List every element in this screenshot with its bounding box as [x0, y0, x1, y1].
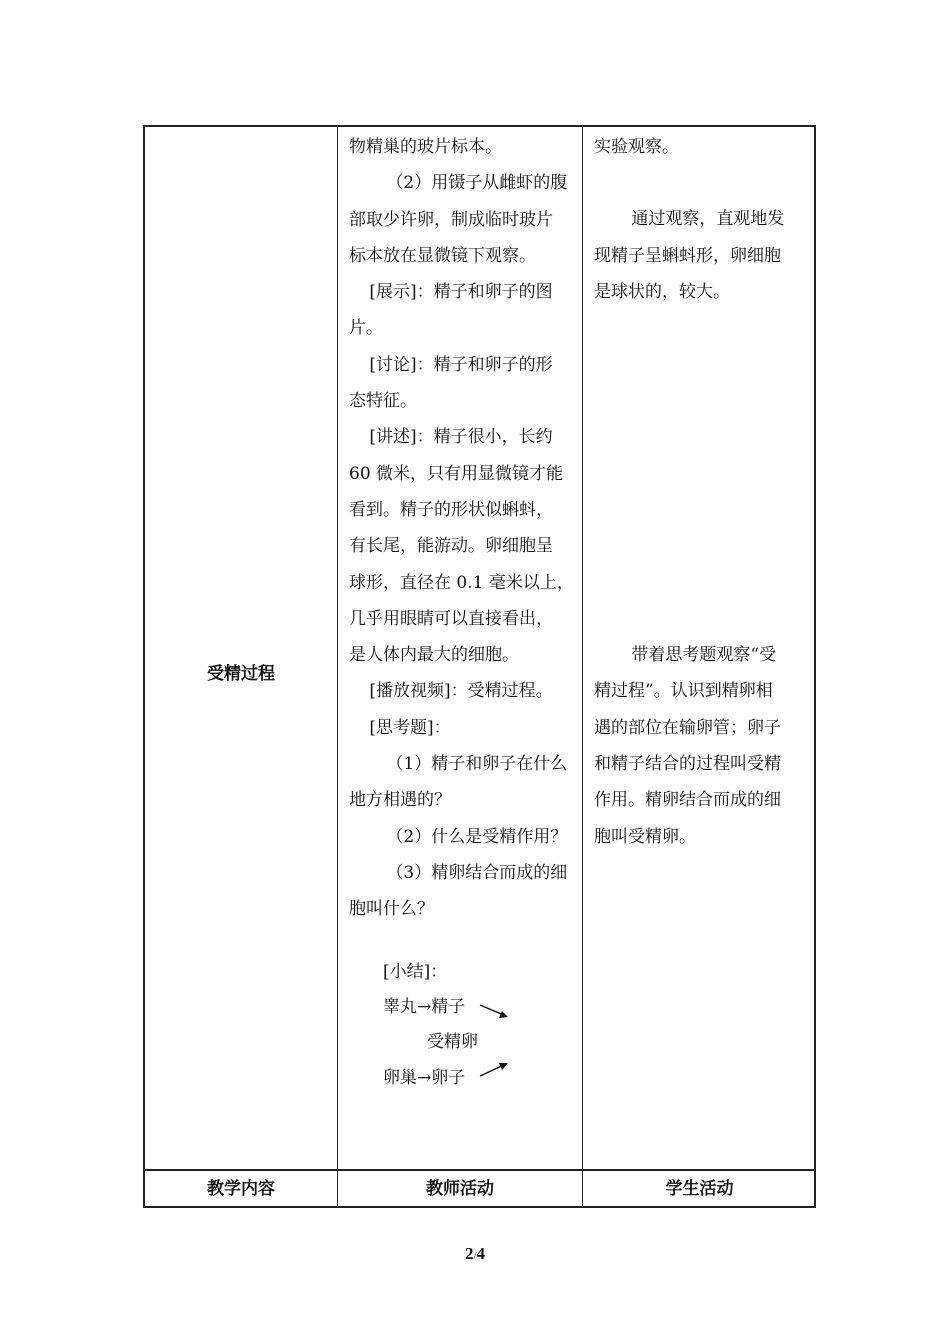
footer-col-teacher: 教师活动	[426, 1179, 494, 1199]
teacher-line: 球形，直径在 0.1 毫米以上，	[349, 572, 574, 593]
row-label: 受精过程	[207, 664, 275, 684]
summary-line-testis: 睾丸→精子	[383, 997, 466, 1017]
student-line: 和精子结合的过程叫受精	[594, 754, 781, 775]
teacher-line: 是人体内最大的细胞。	[349, 645, 519, 666]
student-line: 作用。精卵结合而成的细	[594, 790, 781, 811]
teacher-line: 部取少许卵，制成临时玻片	[349, 209, 553, 230]
summary-arrows	[478, 1000, 518, 1090]
teacher-line: [讨论]：精子和卵子的形	[369, 354, 553, 375]
teacher-line: [思考题]：	[369, 717, 451, 738]
summary-label: [小结]：	[383, 962, 448, 982]
teacher-line: [展示]：精子和卵子的图	[369, 282, 553, 303]
teacher-line: 几乎用眼睛可以直接看出，	[349, 608, 553, 629]
teacher-line: 看到。精子的形状似蝌蚪，	[349, 499, 553, 520]
teacher-activity-cell	[349, 129, 577, 928]
summary-zygote: 受精卵	[427, 1032, 478, 1052]
student-line: 胞叫受精卵。	[594, 826, 696, 847]
footer-col-student: 学生活动	[665, 1179, 734, 1199]
teacher-line: [播放视频]：受精过程。	[369, 681, 553, 702]
teacher-line: 有长尾，能游动。卵细胞呈	[349, 536, 553, 557]
teacher-line: [讲述]：精子很小，长约	[369, 427, 553, 448]
arrow-down-icon	[499, 1011, 508, 1018]
student-line: 带着思考题观察“受	[631, 645, 777, 666]
student-line: 是球状的，较大。	[594, 281, 730, 302]
footer-divider	[145, 1169, 814, 1171]
student-line: 遇的部位在输卵管；卵子	[594, 717, 781, 738]
teacher-line: 60 微米，只有用显微镜才能	[349, 463, 564, 484]
column-divider-1	[337, 127, 338, 1206]
footer-col-content: 教学内容	[207, 1179, 275, 1199]
teacher-line: （2）什么是受精作用？	[386, 826, 568, 847]
teacher-line: （2）用镊子从雌虾的腹	[386, 173, 568, 194]
teacher-line: 胞叫什么？	[349, 899, 434, 920]
teacher-line: 片。	[349, 318, 383, 339]
student-line: 通过观察，直观地发	[631, 209, 785, 230]
student-line: 实验观察。	[594, 137, 679, 157]
student-line: 精过程”。认识到精卵相	[594, 681, 773, 702]
teacher-line: （3）精卵结合而成的细	[386, 862, 568, 883]
teacher-line: （1）精子和卵子在什么	[386, 754, 568, 775]
column-divider-2	[582, 127, 583, 1206]
teacher-line: 物精巢的玻片标本。	[349, 137, 502, 157]
teacher-line: 标本放在显微镜下观察。	[349, 245, 536, 266]
page-number: 2/4	[464, 1244, 486, 1263]
teacher-line: 态特征。	[349, 391, 417, 412]
student-activity-cell	[594, 129, 810, 855]
summary-line-ovary: 卵巢→卵子	[383, 1068, 466, 1088]
student-line: 现精子呈蝌蚪形，卵细胞	[594, 245, 781, 266]
teacher-line: 地方相遇的？	[349, 790, 451, 811]
